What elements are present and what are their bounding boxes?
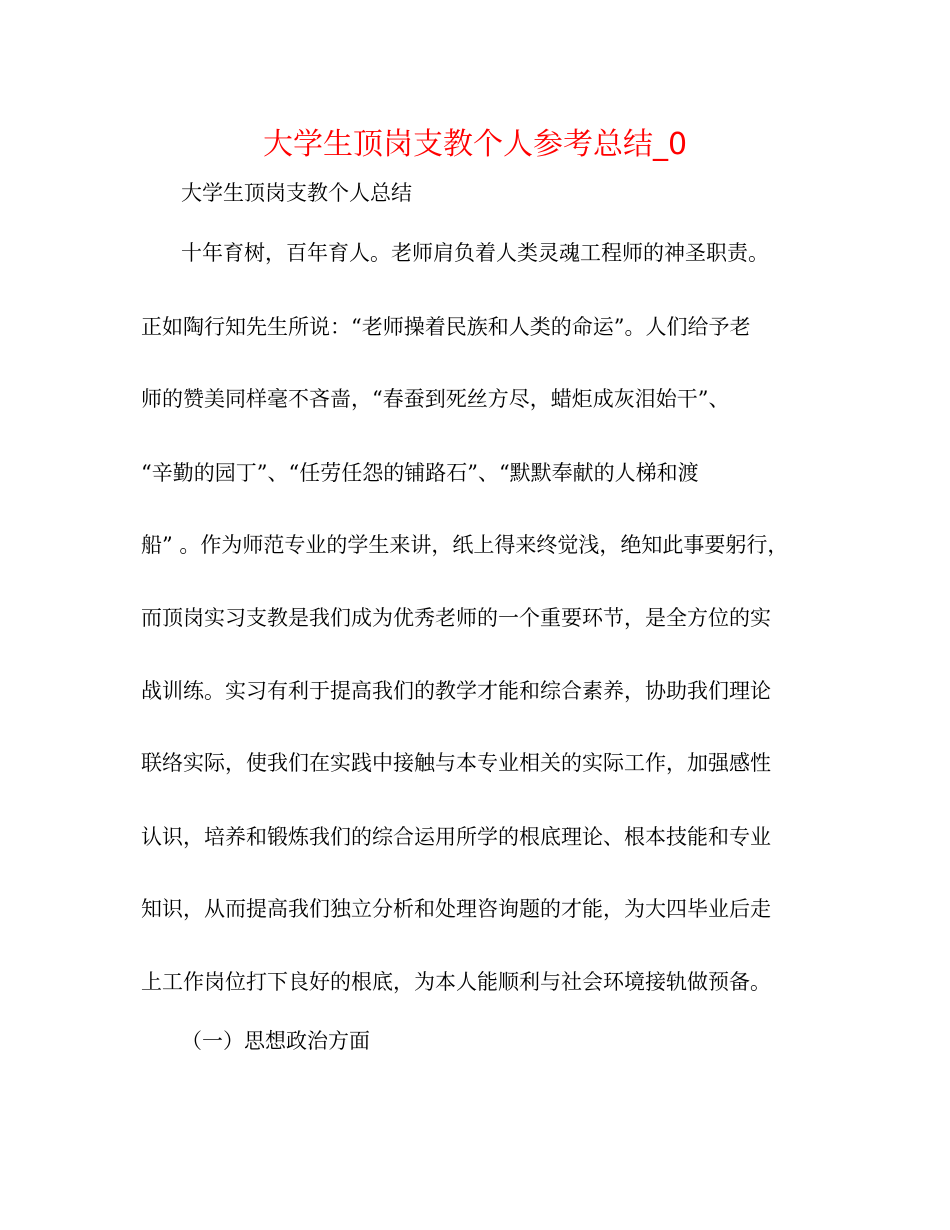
paragraph-line: 认识，培养和锻炼我们的综合运用所学的根底理论、根本技能和专业 bbox=[141, 825, 771, 849]
paragraph-line: 师的赞美同样毫不吝啬，“春蚕到死丝方尽，蜡炬成灰泪始干”、 bbox=[141, 387, 730, 411]
paragraph-line: 正如陶行知先生所说：“老师操着民族和人类的命运”。人们给予老 bbox=[141, 315, 751, 339]
document-title: 大学生顶岗支教个人参考总结_0 bbox=[262, 127, 688, 162]
document-subtitle: 大学生顶岗支教个人总结 bbox=[181, 181, 412, 205]
paragraph-line: 战训练。实习有利于提高我们的教学才能和综合素养，协助我们理论 bbox=[141, 679, 771, 703]
section-heading: （一）思想政治方面 bbox=[181, 1029, 370, 1053]
paragraph-line: 上工作岗位打下良好的根底，为本人能顺利与社会环境接轨做预备。 bbox=[141, 970, 771, 994]
paragraph-line: “辛勤的园丁”、“任劳任怨的铺路石”、“默默奉献的人梯和渡 bbox=[141, 461, 699, 485]
paragraph-line: 而顶岗实习支教是我们成为优秀老师的一个重要环节，是全方位的实 bbox=[141, 606, 771, 630]
paragraph-line: 联络实际，使我们在实践中接触与本专业相关的实际工作，加强感性 bbox=[141, 751, 771, 775]
paragraph-line: 十年育树，百年育人。老师肩负着人类灵魂工程师的神圣职责。 bbox=[181, 241, 769, 265]
paragraph-line: 船” 。作为师范专业的学生来讲，纸上得来终觉浅，绝知此事要躬行， bbox=[141, 533, 789, 557]
paragraph-line: 知识，从而提高我们独立分析和处理咨询题的才能，为大四毕业后走 bbox=[141, 897, 771, 921]
